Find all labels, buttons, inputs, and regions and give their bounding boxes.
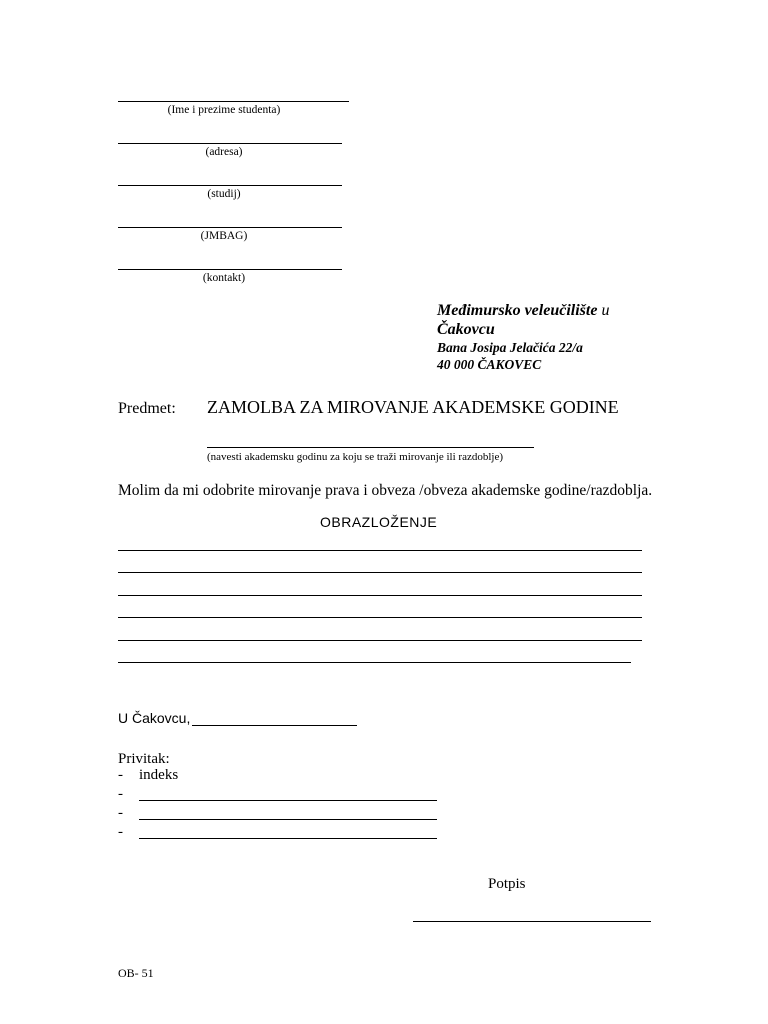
justification-line-2[interactable] <box>118 572 642 573</box>
place-label: U Čakovcu, <box>118 710 191 726</box>
jmbag-line[interactable] <box>118 227 342 228</box>
form-code: OB- 51 <box>118 966 154 980</box>
justification-line-1[interactable] <box>118 550 642 551</box>
recipient-line-1 <box>437 302 609 320</box>
academic-year-line[interactable] <box>207 447 534 448</box>
subject-title: ZAMOLBA ZA MIROVANJE AKADEMSKE GODINE <box>207 397 619 417</box>
recipient-street: Bana Josipa Jelačića 22/a <box>437 340 583 355</box>
attachment-dash-4: - <box>118 824 123 840</box>
student-name-line[interactable] <box>118 101 349 102</box>
contact-line[interactable] <box>118 269 342 270</box>
attachment-line-4[interactable] <box>139 838 437 839</box>
address-caption: (adresa) <box>205 146 243 158</box>
justification-line-4[interactable] <box>118 617 642 618</box>
justification-heading: OBRAZLOŽENJE <box>320 514 438 530</box>
justification-line-6[interactable] <box>118 662 631 663</box>
recipient-institution-suffix: u <box>601 302 610 319</box>
signature-label: Potpis <box>488 876 526 892</box>
recipient-city: 40 000 ČAKOVEC <box>437 357 542 372</box>
address-line[interactable] <box>118 143 342 144</box>
attachment-dash-2: - <box>118 786 123 802</box>
attachment-item-1: indeks <box>139 767 179 783</box>
contact-caption: (kontakt) <box>202 272 246 284</box>
student-name-caption: (Ime i prezime studenta) <box>167 104 281 116</box>
attachment-dash-3: - <box>118 805 123 821</box>
attachments-label: Privitak: <box>118 751 170 767</box>
recipient-institution: Međimursko veleučilište <box>437 302 598 319</box>
attachment-line-2[interactable] <box>139 800 437 801</box>
request-text: Molim da mi odobrite mirovanje prava i obveza /obveza akademske godine/razdoblja. <box>118 482 653 499</box>
justification-line-5[interactable] <box>118 640 642 641</box>
academic-year-hint: (navesti akademsku godinu za koju se traži mirovanje ili razdoblje) <box>207 451 503 463</box>
justification-line-3[interactable] <box>118 595 642 596</box>
attachment-line-3[interactable] <box>139 819 437 820</box>
jmbag-caption: (JMBAG) <box>200 230 248 242</box>
signature-line[interactable] <box>413 921 651 922</box>
recipient-line-2: Čakovcu <box>437 321 495 338</box>
subject-label: Predmet: <box>118 400 176 417</box>
study-line[interactable] <box>118 185 342 186</box>
date-line[interactable] <box>192 725 357 726</box>
attachment-dash-1: - <box>118 767 123 783</box>
study-caption: (studij) <box>207 188 241 200</box>
